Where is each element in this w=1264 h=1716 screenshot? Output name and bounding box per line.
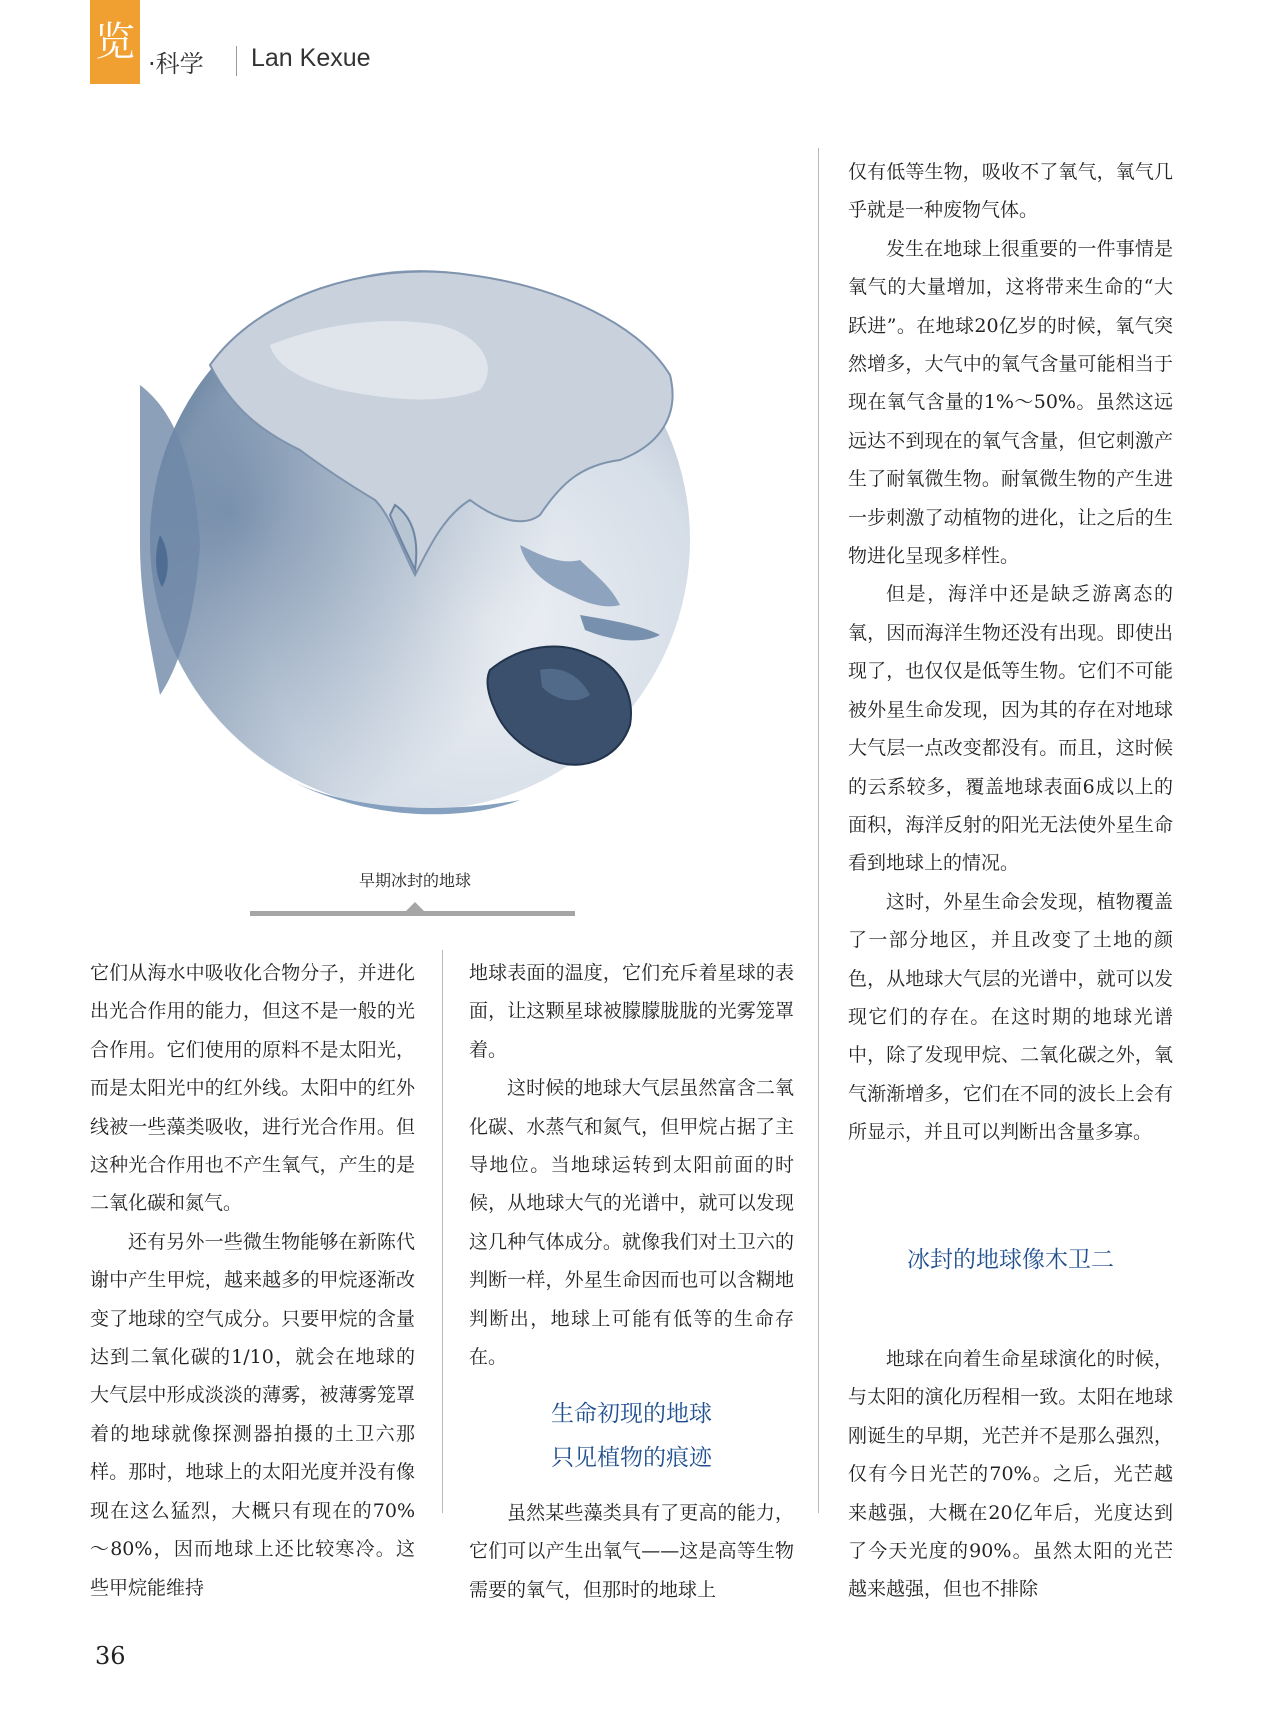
frozen-earth-image bbox=[140, 215, 760, 845]
paragraph: 这时，外星生命会发现，植物覆盖了一部分地区，并且改变了土地的颜色，从地球大气层的光谱中，就可以发现它们的存在。在这时期的地球光谱中，除了发现甲烷、二氧化碳之外，氧气渐渐增多，它们在不同的波长上会有所显示，并且可以判断出含量多寡。 bbox=[848, 890, 1173, 1144]
caption-rule bbox=[250, 911, 575, 916]
left-column-text bbox=[90, 954, 415, 1607]
paragraph: 地球表面的温度，它们充斥着星球的表面，让这颗星球被朦朦胧胧的光雾笼罩着。 bbox=[469, 962, 794, 1061]
paragraph: 它们从海水中吸收化合物分子，并进化出光合作用的能力，但这不是一般的光合作用。它们使用的原料不是太阳光，而是太阳光中的红外线。太阳中的红外线被一些藻类吸收，进行光合作用。但这种光合作用也不产生氧气，产生的是二氧化碳和氮气。 bbox=[90, 962, 415, 1215]
paragraph: 但是，海洋中还是缺乏游离态的氧，因而海洋生物还没有出现。即使出现了，也仅仅是低等生物。它们不可能被外星生命发现，因为其的存在对地球大气层一点改变都没有。而且，这时候的云系较多，覆盖地球表面6成以上的面积，海洋反射的阳光无法使外星生命看到地球上的情况。 bbox=[848, 583, 1173, 875]
paragraph: 地球在向着生命星球演化的时候，与太阳的演化历程相一致。太阳在地球刚诞生的早期，光芒并不是那么强烈，仅有今日光芒的70%。之后，光芒越来越强，大概在20亿年后，光度达到了今天光度的90%。虽然太阳的光芒越来越强，但也不排除 bbox=[848, 1348, 1173, 1601]
column-divider-left bbox=[442, 950, 443, 1513]
middle-column-text bbox=[469, 954, 794, 1376]
heading-line: 只见植物的痕迹 bbox=[551, 1445, 712, 1471]
paragraph: 还有另外一些微生物能够在新陈代谢中产生甲烷，越来越多的甲烷逐渐改变了地球的空气成分。只要甲烷的含量达到二氧化碳的1/10，就会在地球的大气层中形成淡淡的薄雾，被薄雾笼罩着的地球就像探测器拍摄的土卫六那样。那时，地球上的太阳光度并没有像现在这么猛烈，大概只有现在的70%～80%，因而地球上还比较寒冷。这些甲烷能维持 bbox=[90, 1230, 415, 1599]
column-divider-right bbox=[818, 148, 819, 1513]
heading-line: 生命初现的地球 bbox=[551, 1401, 712, 1427]
header-divider bbox=[236, 46, 237, 76]
section-heading-middle bbox=[469, 1392, 794, 1480]
section-heading: 冰封的地球像木卫二 bbox=[907, 1247, 1114, 1273]
section-label: ·科学 bbox=[148, 50, 204, 78]
right-column-text-bottom bbox=[848, 1340, 1173, 1609]
page-number: 36 bbox=[95, 1642, 126, 1670]
right-column-text bbox=[848, 153, 1173, 1152]
middle-column-text-bottom bbox=[469, 1494, 794, 1609]
column-title: Lan Kexue bbox=[251, 44, 371, 72]
section-badge: 览 bbox=[90, 0, 140, 84]
paragraph: 这时候的地球大气层虽然富含二氧化碳、水蒸气和氮气，但甲烷占据了主导地位。当地球运转到太阳前面的时候，从地球大气的光谱中，就可以发现这几种气体成分。就像我们对土卫六的判断一样，外星生命因而也可以含糊地判断出，地球上可能有低等的生命存在。 bbox=[469, 1077, 794, 1369]
figure-caption: 早期冰封的地球 bbox=[358, 871, 471, 890]
paragraph: 仅有低等生物，吸收不了氧气，氧气几乎就是一种废物气体。 bbox=[848, 161, 1173, 222]
frozen-earth-globe-icon bbox=[140, 215, 760, 845]
paragraph: 虽然某些藻类具有了更高的能力，它们可以产生出氧气——这是高等生物需要的氧气，但那时的地球上 bbox=[469, 1502, 794, 1601]
paragraph: 发生在地球上很重要的一件事情是氧气的大量增加，这将带来生命的“大跃进”。在地球20亿岁的时候，氧气突然增多，大气中的氧气含量可能相当于现在氧气含量的1%～50%。虽然这远远达不到现在的氧气含量，但它刺激产生了耐氧微生物。耐氧微生物的产生进一步刺激了动植物的进化，让之后的生物进化呈现多样性。 bbox=[848, 237, 1173, 568]
